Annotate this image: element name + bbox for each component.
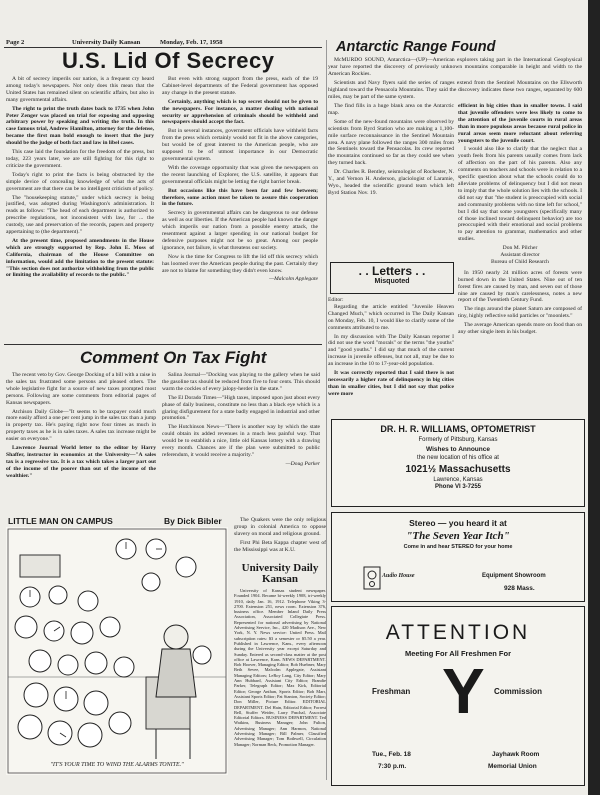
optometrist-address: 1021½ Massachusetts (405, 464, 511, 475)
paragraph: But in several instances, government officials have withheld facts from the press which certainly would not fit in the above categories, but would be of great interest to the American people, who are supposed to be of utmost importance in our Democratic governmental system. (162, 128, 318, 162)
attention-letter: Y (442, 655, 485, 727)
attention-left: Freshman (372, 687, 411, 696)
stereo-equipment: Equipment Showroom (482, 573, 546, 579)
cartoon-title: LITTLE MAN ON CAMPUS (8, 516, 113, 526)
page-number: Page 2 (6, 39, 25, 46)
paragraph: The find fills in a huge blank area on the Antarctic map. (328, 103, 454, 116)
paragraph: The recent veto by Gov. George Docking of a bill with a raise in the sales tax frustrated some persons and pleased others. The whole legislative fight for a source of new taxes prompted most persons. Following are some comments from editorial pages of Kansas newspapers. (6, 372, 156, 406)
taxfight-column-1 (6, 372, 156, 512)
paragraph: Now is the time for Congress to lift the lid off this secrecy which has loomed over the American people during the past. Certainly they are not to blame for something they didn't even know. (162, 253, 318, 274)
optometrist-line2: Wishes to Announce (426, 446, 490, 453)
optometrist-city: Lawrence, Kansas (433, 477, 483, 483)
letters-signature-title: Assistant director (500, 252, 540, 259)
stereo-ad (331, 512, 585, 602)
letters-box (330, 262, 454, 294)
optometrist-line3: the new location of his office at (417, 455, 499, 461)
paragraph: But even with strong support from the press, each of the 19 Cabinet-level departments of the Federal government has opposed any change in the present statute. (162, 76, 318, 96)
attention-place1: Jayhawk Room (492, 751, 540, 758)
paper-name: University Daily Kansan (72, 39, 141, 46)
taxfight-signature: —Doug Parker (285, 460, 320, 467)
store-name: Audio House (382, 573, 415, 579)
stereo-address: 928 Mass. (504, 585, 535, 592)
paragraph: In 1950 nearly 24 million acres of forests were burned down in the United States. Nine out of ten forest fires are caused by man, and seven out of those nine are caused by man's carelessness, notes a new report of the Twentieth Century Fund. (458, 269, 582, 304)
letters-signature: Don M. Pilcher (502, 245, 538, 252)
paragraph: Atchison Daily Globe—"It seems to be taxpayer could much more easily afford a one per cent jump in the sales tax than a jump in property tax. He's paying right now four times as much in property taxes as he is in sales taxes. A sales tax increase might be easier on everyone." (6, 408, 156, 443)
audio-house-logo (362, 561, 422, 595)
letters-title: . . Letters . . (358, 264, 426, 278)
page-edge (588, 0, 600, 795)
masthead-name: University Daily Kansan (241, 562, 319, 585)
paragraph: Regarding the article entitled "Juvenile Heaven Changed Much," which occurred in The Daily Kansan on Monday, Feb. 10, I would like to clarify some of the comments attributed to me. (328, 303, 454, 331)
section-rule (4, 344, 322, 345)
paragraph: Secrecy in governmental affairs can be dangerous to our defense as well as our liberties. If the American people had known the danger which imperils our nation from a possible enemy attack, the resentment against a larger spending in our national budget for defensive purposes might not be so great. Among our people ignorance, not failure, is what threatens our society. (162, 210, 318, 251)
attention-title: ATTENTION (385, 621, 531, 644)
optometrist-phone: Phone VI 3-7255 (434, 484, 482, 490)
letters-column-1 (328, 297, 454, 415)
stereo-movie: "The Seven Year Itch" (406, 530, 510, 542)
paragraph: At the present time, proposed amendments in the House which are strongly supported by Rep. John E. Moss of California, chairman of the House Committee on information, would add the limitation to the present statute: "This section does not authorize withholding from the public or limiting the availability of records to the public." (6, 237, 154, 279)
attention-right: Commission (494, 687, 543, 696)
paragraph: This case laid the foundation for the freedom of the press, but today, 223 years later, we are still fighting for this right to criticize the government. (6, 149, 154, 169)
paragraph: A bit of secrecy imperils our nation, is a frequent cry heard among today's newspapers. Not only does this mean that the United States has remained silent on scientific affairs, but also in many governmental affairs. (6, 76, 154, 103)
paragraph: I would also like to clarify that the neglect that a youth feels from his parents usually comes from lack of affection on the part of his parents. Also any comments on teachers and schools were in relation to a specific question about what the schools could do to alleviate problems of delinquency but I did not mean to imply that the whole solution lies with the schools. I did not say that "the student is preoccupied with social and community problems with no time left for school," but I did say that some youngsters (specifically many of those inclined toward delinquent behavior) are too preoccupied with their emotional and social problems to pay attention to grammar, mathematics and other studies. (458, 146, 582, 243)
salutation: Editor: (328, 297, 344, 303)
paragraph: Salina Journal—"Docking was playing to the gallery when he said the gasoline tax should be reduced from five to four cents. This should warm the cockles of every jalopy-herder in the state." (162, 372, 320, 392)
issue-date: Monday, Feb. 17, 1958 (160, 39, 223, 46)
secrecy-column-1 (6, 76, 154, 338)
paragraph: McMURDO SOUND, Antarctica—(UP)—American explorers taking part in the International Geophysical year have reported the discovery of previously unknown mountains comparable in height and width to the American Rockies. (328, 57, 582, 77)
letters-signature-dept: Bureau of Child Research (491, 258, 549, 265)
paragraph: Lawrence Journal World letter to the editor by Harry Shaffer, instructor in economics at the University—"A sales tax is a regressive tax. It is a tax which takes a larger part out of the income of the poorer than out of the income of the wealthier." (6, 445, 156, 479)
paragraph: The Hutchinson News—"There is another way by which the state could obtain its added revenues in a much less painful way. That would be to establish a nice, little old Kansas lottery with a drawing every month. Chances are if the plan were submitted to public referendum, it would receive a majority." (162, 424, 320, 458)
antarctic-intro (328, 57, 582, 99)
attention-place2: Memorial Union (488, 763, 537, 770)
paragraph: The right to print the truth dates back to 1735 when John Peter Zenger was placed on trial for exposing and opposing arbitrary power by speaking and writing the truth. In this case famous trial, Andrew Hamilton, attorney for the defense, became the first man bold enough to insert that the jury should be the judge of both fact and law in libel cases. (6, 105, 154, 147)
masthead-staff (234, 588, 326, 788)
paragraph: With the coverage opportunity that was given the newspapers on the recent launching of Explorer, the U.S. satellite, it appears that governmental officials might be letting the right barrier break. (162, 164, 318, 185)
stereo-cta: Come in and hear STEREO for your home (403, 544, 513, 550)
letters-column-2 (458, 103, 582, 415)
taxfight-headline: Comment On Tax Fight (80, 348, 267, 367)
paragraph: The average American spends more on food than on any other single item in his budget. (458, 322, 582, 336)
filler-notes (234, 517, 326, 559)
antarctic-column (328, 103, 454, 255)
attention-subtitle: Meeting For All Freshmen For (405, 649, 511, 658)
letters-subtitle: Misquoted (374, 278, 410, 285)
attention-ad (331, 606, 585, 786)
paragraph: But occasions like this have been far and few between; therefore, some action must be taken to assure this cooperation in the future. (162, 187, 318, 208)
secrecy-column-2 (162, 76, 318, 338)
cartoon-byline: By Dick Bibler (164, 516, 222, 526)
paragraph: In my discussion with The Daily Kansan reporter I did not use the word "morals" or the terms "the youths" and "good youths." I did say that much of the current increase in juvenile offenses, but not all, may be due to an increase in the 10 to 17-year-old population. (328, 333, 454, 368)
optometrist-name: DR. H. R. WILLIAMS, OPTOMETRIST (380, 424, 536, 434)
paragraph: Dr. Charles R. Bentley, seismologist of Rochester, N. Y., and Vernon H. Anderson, glaciologist of Laramie, Wyo., headed the scientific ground team which left Byrd Station Nov. 19. (328, 169, 454, 196)
attention-time: 7:30 p.m. (378, 763, 407, 770)
paragraph: Some of the new-found mountains were observed by scientists from Byrd Station who are making a 1,100-mile surface reconnaissance in the Sentinel Mountain area. A navy plane followed the ranges 300 miles from the Sentinels toward the Pensacolas. Its crew reported the mountains continued so far as they could see when they turned back. (328, 118, 454, 167)
paragraph: Certainly, anything which is top secret should not be given to the newspapers. For instance, a matter dealing with national security or apprehension of criminals should be withheld and newspapers should accept the fact. (162, 98, 318, 126)
alarm-clocks-drawing (6, 527, 228, 775)
paragraph: Today's right to print the facts is being obstructed by the simple device of concealing knowledge of what the acts of government are that there can be no intelligent criticism of policy. (6, 171, 154, 192)
paragraph: University of Kansas student newspaper. Founded 1904. Became bi-weekly 1908, tri-weekly 1910, daily Jan. 16, 1912. Telephone Viking 3-2700. Extension 251, news room. Extension 376, business office. Member Inland Daily Press Association, Associated Collegiate Press. Represented for national advertising by National Advertising Service, Inc., 420 Madison Ave., New York, N. Y. News service: United Press. Mail subscription rates: $3 a semester or $5.50 a year. Published in Lawrence, Kans., every afternoon during the University year except Saturday and Sunday. Entered as second-class matter at the post office at Lawrence, Kans. NEWS DEPARTMENT. Bob Hoover, Managing Editor; Bob Huebner, Mary Beth Sevee, Malcolm Applegate, Assistant Managing Editors; LeRoy Lang, City Editor; Mary Ann Hubbard, Assistant City Editor; Brandie Parker, Telegraph Editor; Max Kirk, Editorial Editor; George Anthan, Sports Editor; Bob Marr, Assistant Sports Editor; Pat Stanton, Society Editor; Don Miller, Picture Editor. EDITORIAL DEPARTMENT. Del Hain, Editorial Editor; Forrest Bell, Stuffer Weider, Larry Paschal, Associate Editorial Editors. BUSINESS DEPARTMENT. Ted Watkins, Business Manager; John Fulton, Advertising Manager; Ann Harmon, National Advertising Manager; Bill Palmer, Classified Advertising Manager; Tom Bothwell, Circulation Manager; Norman Beck, Promotion Manager. (234, 588, 326, 747)
paragraph: First Phi Beta Kappa chapter west of the Mississippi was at K.U. (234, 539, 326, 553)
optometrist-line1: Formerly of Pittsburg, Kansas (418, 437, 498, 443)
paragraph: Scientists and Navy flyers said the series of ranges extend from the Sentinel Mountains on the Ellsworth highland toward the Pensacola Mountains. They said the discovery indicates these two ranges, separated by 600 miles, may be part of the same system. (328, 79, 582, 99)
secrecy-headline: U.S. Lid Of Secrecy (62, 48, 275, 73)
paragraph: The rings around the planet Saturn are composed of tiny, highly reflective solid particles or "moonlets." (458, 306, 582, 320)
antarctic-headline: Antarctic Range Found (336, 39, 496, 55)
attention-date: Tue., Feb. 18 (372, 751, 411, 758)
paragraph: The "housekeeping statute," under which secrecy is being justified, was adopted during Washington's administration. It reads as follows: "The head of each department is authorized to prescribe regulations, not inconsistent with law, for ... the custody, use and preservation of the records, papers and property appertaining to (the department)." (6, 194, 154, 236)
paragraph: efficient in big cities than in smaller towns. I said that juvenile offenders were less likely to come to the attention of the juvenile courts in rural areas than in more populous areas because rural police in rural areas seem more reluctant about referring youngsters to the juvenile court. (458, 103, 582, 144)
paragraph: It was correctly reported that I said there is not necessarily a higher rate of delinquency in big cities than in smaller cities, but I did not say that police were more (328, 370, 454, 397)
taxfight-column-2 (162, 372, 320, 512)
cartoon-illustration (6, 527, 228, 775)
column-divider (326, 40, 327, 780)
optometrist-ad (331, 419, 585, 507)
paragraph: The El Dorado Times—"High taxes, imposed upon just about every phase of daily business, constitute no less than a black eye which is a glaring disfigurement for a state badly engaged in industrial and other promotion." (162, 394, 320, 422)
stereo-headline: Stereo — you heard it at (409, 518, 507, 528)
paragraph: The Quakers were the only religious group in colonial America to oppose slavery on moral and religious ground. (234, 517, 326, 537)
cartoon-caption: "IT'S YOUR TIME TO WIND THE ALARMS TONITE." (50, 762, 184, 768)
secrecy-signature: —Malcolm Applegate (269, 276, 318, 283)
